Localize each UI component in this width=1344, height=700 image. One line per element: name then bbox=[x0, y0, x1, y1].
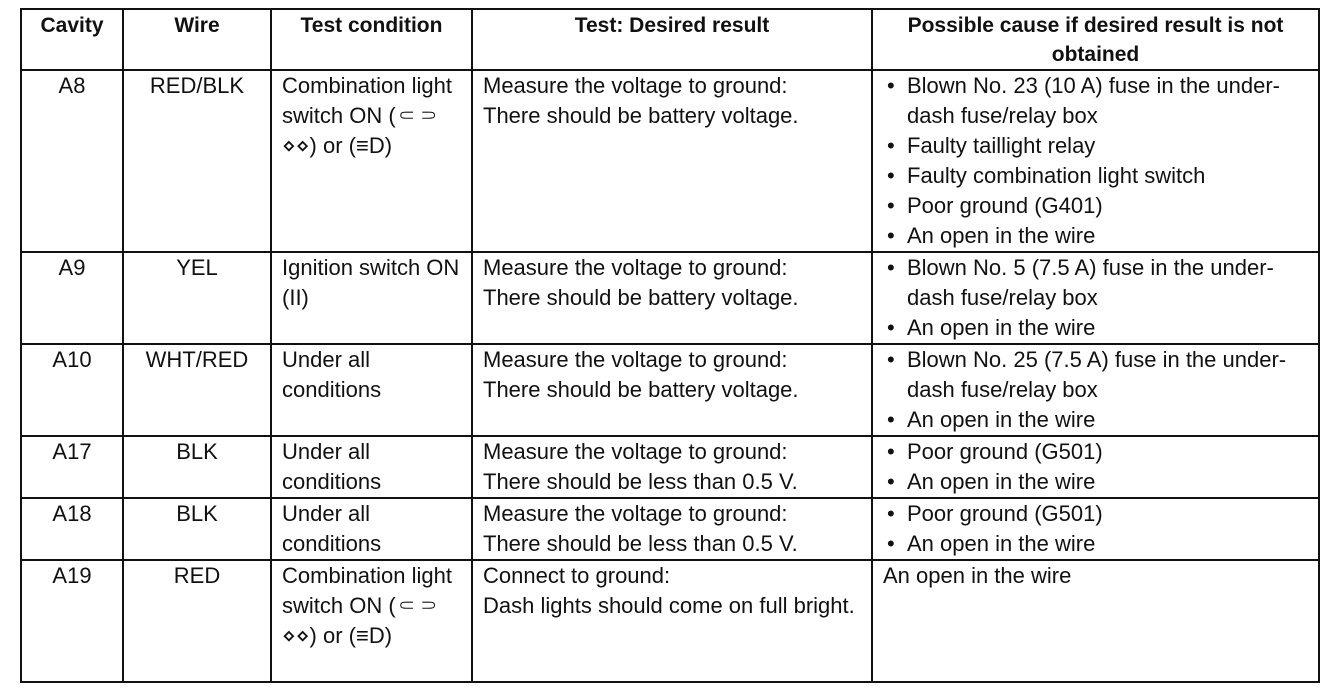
cause-list bbox=[881, 345, 1310, 435]
cause-list bbox=[881, 499, 1310, 559]
condition-cell: Under all conditions bbox=[271, 436, 472, 498]
wire-cell: WHT/RED bbox=[123, 344, 271, 436]
result-cell: Measure the voltage to ground: There should be less than 0.5 V. bbox=[472, 436, 872, 498]
result-cell: Measure the voltage to ground: There should be battery voltage. bbox=[472, 70, 872, 252]
cause-list bbox=[881, 437, 1310, 497]
header-possible-cause: Possible cause if desired result is not obtained bbox=[872, 9, 1319, 70]
result-cell: Connect to ground: Dash lights should come on full bright. bbox=[472, 560, 872, 682]
condition-cell: Combination light switch ON (⸦⸧⋄⋄) or (≡D) bbox=[271, 560, 472, 682]
cavity-cell: A17 bbox=[21, 436, 123, 498]
cause-item: • An open in the wire bbox=[881, 405, 1310, 435]
table-row bbox=[21, 498, 1319, 560]
cavity-cell: A9 bbox=[21, 252, 123, 344]
cause-cell bbox=[872, 344, 1319, 436]
cause-item: • Faulty combination light switch bbox=[881, 161, 1310, 191]
wire-cell: BLK bbox=[123, 436, 271, 498]
cause-item: • An open in the wire bbox=[881, 221, 1310, 251]
result-cell: Measure the voltage to ground: There should be less than 0.5 V. bbox=[472, 498, 872, 560]
cause-item: • Faulty taillight relay bbox=[881, 131, 1310, 161]
table-row bbox=[21, 344, 1319, 436]
header-row bbox=[21, 9, 1319, 70]
connector-test-table bbox=[20, 8, 1320, 683]
cause-item: • Poor ground (G501) bbox=[881, 437, 1310, 467]
cause-item: • Blown No. 25 (7.5 A) fuse in the under-dash fuse/relay box bbox=[881, 345, 1310, 405]
cavity-cell: A8 bbox=[21, 70, 123, 252]
table-row bbox=[21, 436, 1319, 498]
table-row bbox=[21, 70, 1319, 252]
cause-item: • Poor ground (G401) bbox=[881, 191, 1310, 221]
table-row bbox=[21, 560, 1319, 682]
condition-cell: Under all conditions bbox=[271, 498, 472, 560]
condition-cell: Under all conditions bbox=[271, 344, 472, 436]
wire-cell: RED bbox=[123, 560, 271, 682]
cavity-cell: A10 bbox=[21, 344, 123, 436]
header-cavity: Cavity bbox=[21, 9, 123, 70]
cavity-cell: A18 bbox=[21, 498, 123, 560]
cause-cell bbox=[872, 498, 1319, 560]
header-desired-result: Test: Desired result bbox=[472, 9, 872, 70]
cause-cell bbox=[872, 70, 1319, 252]
header-wire: Wire bbox=[123, 9, 271, 70]
wire-cell: YEL bbox=[123, 252, 271, 344]
result-cell: Measure the voltage to ground: There should be battery voltage. bbox=[472, 344, 872, 436]
cause-item: • An open in the wire bbox=[881, 313, 1310, 343]
cause-list bbox=[881, 253, 1310, 343]
cavity-cell: A19 bbox=[21, 560, 123, 682]
cause-cell bbox=[872, 560, 1319, 682]
header-test-condition: Test condition bbox=[271, 9, 472, 70]
table-row bbox=[21, 252, 1319, 344]
cause-text: An open in the wire bbox=[883, 563, 1072, 588]
condition-cell: Combination light switch ON (⸦⸧⋄⋄) or (≡D) bbox=[271, 70, 472, 252]
cause-list bbox=[881, 71, 1310, 251]
cause-item: • Poor ground (G501) bbox=[881, 499, 1310, 529]
result-cell: Measure the voltage to ground: There should be battery voltage. bbox=[472, 252, 872, 344]
cause-cell bbox=[872, 436, 1319, 498]
condition-cell: Ignition switch ON (II) bbox=[271, 252, 472, 344]
cause-cell bbox=[872, 252, 1319, 344]
cause-item: • An open in the wire bbox=[881, 467, 1310, 497]
wire-cell: RED/BLK bbox=[123, 70, 271, 252]
wire-cell: BLK bbox=[123, 498, 271, 560]
cause-item: • Blown No. 5 (7.5 A) fuse in the under-dash fuse/relay box bbox=[881, 253, 1310, 313]
cause-item: • Blown No. 23 (10 A) fuse in the under-dash fuse/relay box bbox=[881, 71, 1310, 131]
cause-item: • An open in the wire bbox=[881, 529, 1310, 559]
